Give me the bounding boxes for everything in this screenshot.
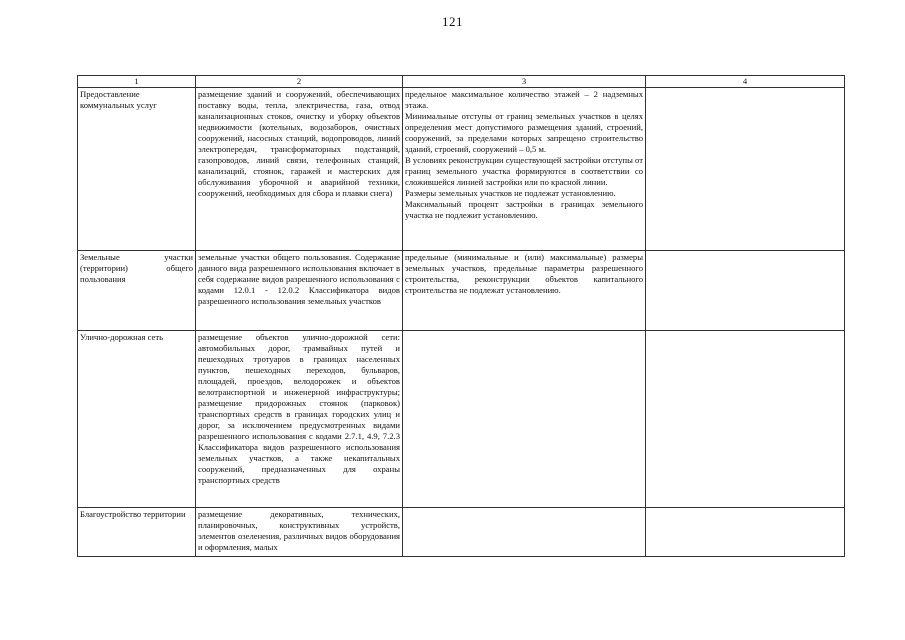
use-type-cell: Благоустройство территории (78, 508, 196, 557)
notes-cell (646, 508, 845, 557)
use-description-cell: размещение объектов улично-дорожной сети: автомобильных дорог, трамвайных путей и пешеходных тротуаров в границах населенных пунктов, пешеходных переходов, бульваров, площадей, проездов, велодорожек и объектов велотранспортной и инженерной инфраструктуры; размещение придорожных стоянок (парковок) транспортных средств в границах городских улиц и дорог, за исключением предусмотренных видами разрешенного использования с кодами 2.7.1, 4.9, 7.2.3 Классификатора видов разрешенного использования земельных участков, а также некапитальных сооружений, предназначенных для охраны транспортных средств (196, 331, 403, 508)
column-header-2: 2 (196, 76, 403, 88)
notes-cell (646, 88, 845, 251)
use-description-cell: размещение декоративных, технических, планировочных, конструктивных устройств, элементов озеленения, различных видов оборудования и оформления, малых (196, 508, 403, 557)
column-header-1: 1 (78, 76, 196, 88)
parameter-text: предельные (минимальные и (или) максимальные) размеры земельных участков, предельные параметры разрешенного строительства, реконструкции объектов капитального строительства не подлежат установлению. (405, 252, 643, 295)
parameters-cell (403, 251, 646, 331)
table-row (78, 508, 845, 557)
use-description-cell: земельные участки общего пользования. Содержание данного вида разрешенного использования включает в себя содержание видов разрешенного использования с кодами 12.0.1 - 12.0.2 Классификатора видов разрешенного использования земельных участков (196, 251, 403, 331)
notes-cell (646, 251, 845, 331)
use-description-cell: размещение зданий и сооружений, обеспечивающих поставку воды, тепла, электричества, газа, отвод канализационных стоков, очистку и уборку объектов недвижимости (котельных, водозаборов, очистных сооружений, насосных станций, водопроводов, линий электропередач, трансформаторных подстанций, газопроводов, линий связи, телефонных станций, канализаций, стоянок, гаражей и мастерских для обслуживания уборочной и аварийной техники, сооружений, необходимых для сбора и плавки снега) (196, 88, 403, 251)
parameters-cell (403, 508, 646, 557)
use-type-cell: Улично-дорожная сеть (78, 331, 196, 508)
use-type-cell: Предоставление коммунальных услуг (78, 88, 196, 251)
use-type-cell: Земельные участки (территории) общего пользования (78, 251, 196, 331)
page-number: 121 (442, 14, 463, 29)
parameters-cell (403, 88, 646, 251)
parameter-text: Максимальный процент застройки в границах земельного участка не подлежит установлению. (405, 199, 643, 220)
parameters-cell (403, 331, 646, 508)
column-header-3: 3 (403, 76, 646, 88)
regulations-table (77, 75, 845, 557)
parameter-text: В условиях реконструкции существующей застройки отступы от границ земельного участка формируются в соответствии со сложившейся линией застройки или по красной линии. (405, 155, 643, 187)
table-row (78, 251, 845, 331)
table-row (78, 88, 845, 251)
table-row (78, 331, 845, 508)
parameter-text: предельное максимальное количество этажей – 2 надземных этажа. (405, 89, 643, 110)
column-header-4: 4 (646, 76, 845, 88)
table-header-row (78, 76, 845, 88)
parameter-text: Минимальные отступы от границ земельных участков в целях определения мест допустимого размещения зданий, строений, сооружений, за пределами которых запрещено строительство зданий, строений, сооружений – 0,5 м. (405, 111, 643, 154)
parameter-text: Размеры земельных участков не подлежат установлению. (405, 188, 616, 198)
notes-cell (646, 331, 845, 508)
